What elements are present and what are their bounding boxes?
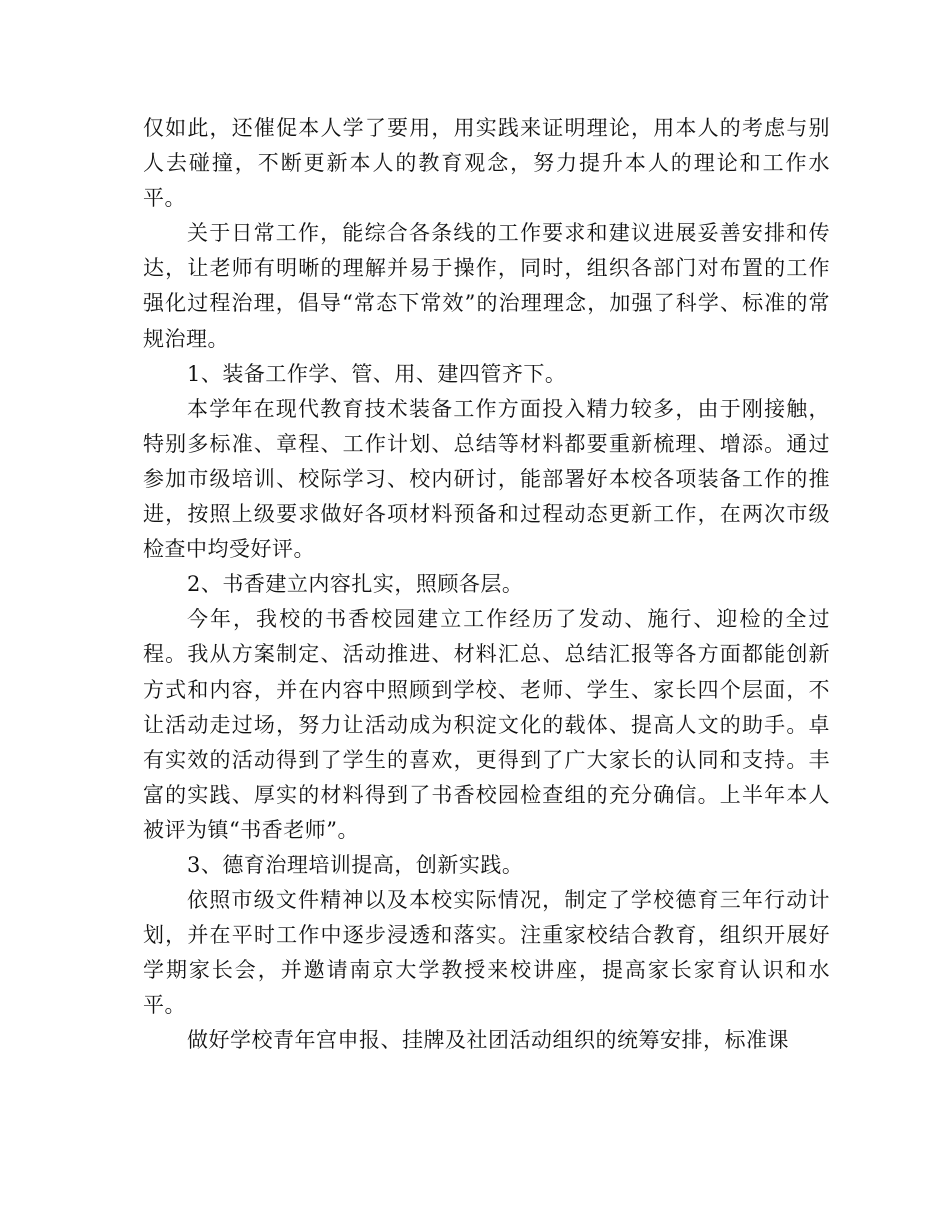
body-paragraph-1: 仅如此，还催促本人学了要用，用实践来证明理论，用本人的考虑与别人去碰撞，不断更新本人的教育观念，努力提升本人的理论和工作水平。: [143, 116, 830, 211]
body-paragraph-youth-palace: 做好学校青年宫申报、挂牌及社团活动组织的统筹安排，标准课: [187, 1028, 789, 1053]
body-paragraph-equipment: 本学年在现代教育技术装备工作方面投入精力较多，由于刚接触，特别多标准、章程、工作计划、总结等材料都要重新梳理、增添。通过参加市级培训、校际学习、校内研讨，能部署好本校各项装备工作的推进，按照上级要求做好各项材料预备和过程动态更新工作，在两次市级检查中均受好评。: [143, 396, 830, 562]
body-paragraph-moral-education: 依照市级文件精神以及本校实际情况，制定了学校德育三年行动计划，并在平时工作中逐步浸透和落实。注重家校结合教育，组织开展好学期家长会，并邀请南京大学教授来校讲座，提高家长家育认识和水平。: [143, 888, 830, 1018]
body-paragraph-reading: 今年，我校的书香校园建立工作经历了发动、施行、迎检的全过程。我从方案制定、活动推进、材料汇总、总结汇报等各方面都能创新方式和内容，并在内容中照顾到学校、老师、学生、家长四个层面，不让活动走过场，努力让活动成为积淀文化的载体、提高人文的助手。卓有实效的活动得到了学生的喜欢，更得到了广大家长的认同和支持。丰富的实践、厚实的材料得到了书香校园检查组的充分确信。上半年本人被评为镇“书香老师”。: [143, 607, 830, 842]
section-heading-equipment: 1、装备工作学、管、用、建四管齐下。: [187, 361, 567, 386]
body-paragraph-2: 关于日常工作，能综合各条线的工作要求和建议进展妥善安排和传达，让老师有明晰的理解并易于操作，同时，组织各部门对布置的工作强化过程治理，倡导“常态下常效”的治理理念，加强了科学、标准的常规治理。: [143, 221, 830, 351]
section-heading-reading: 2、书香建立内容扎实，照顾各层。: [187, 572, 524, 597]
section-heading-moral-education: 3、德育治理培训提高，创新实践。: [187, 852, 524, 877]
